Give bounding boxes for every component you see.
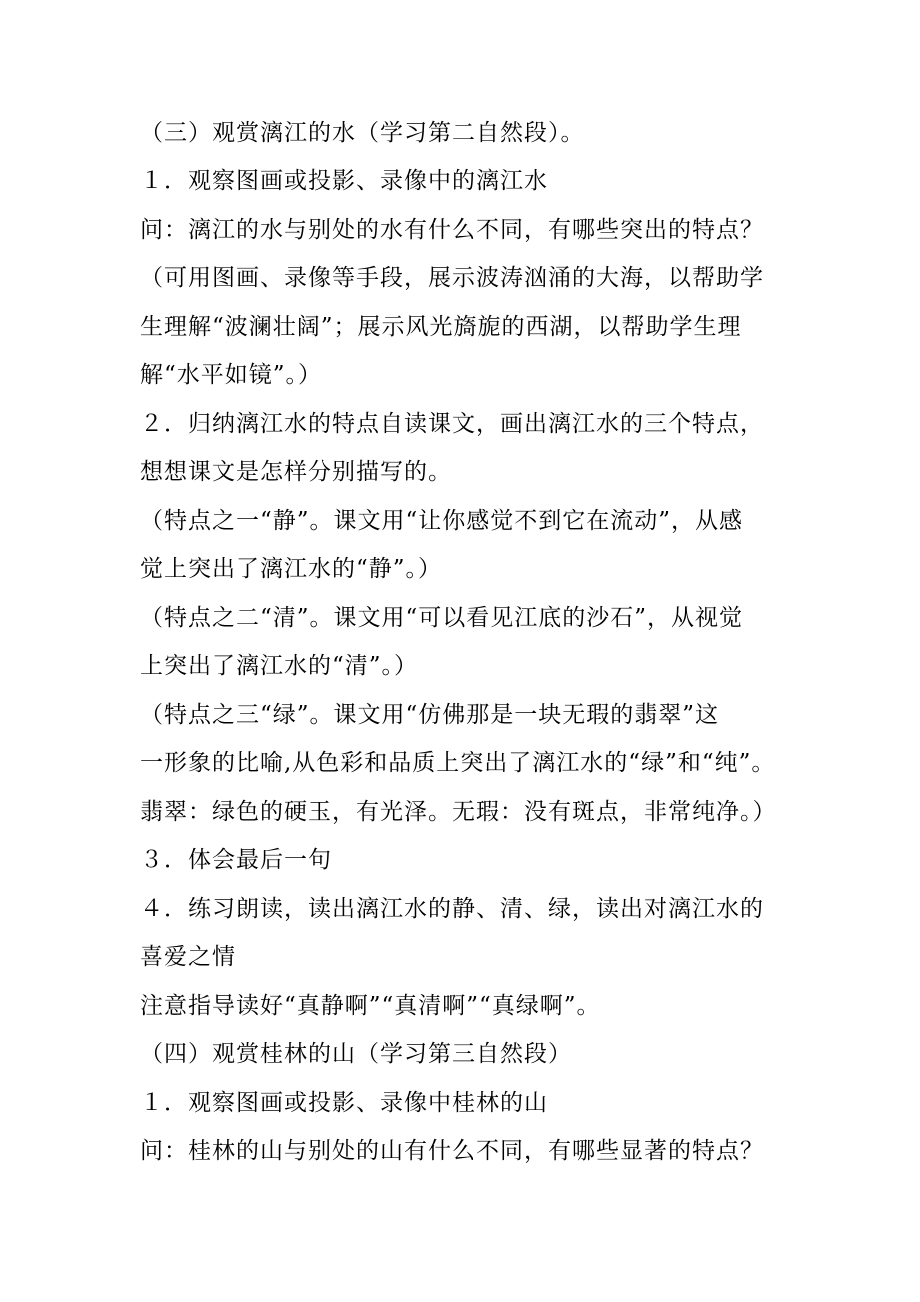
text-line: 解“水平如镜”。）	[140, 362, 323, 388]
text-line: （特点之三“绿”。课文用“仿佛那是一块无瑕的翡翠”这	[140, 702, 720, 728]
text-line: 一形象的比喻,从色彩和品质上突出了漓江水的“绿”和“纯”。	[140, 750, 776, 776]
text-line: 喜爱之情	[140, 944, 236, 970]
text-line: ４．练习朗读，读出漓江水的静、清、绿，读出对漓江水的	[140, 896, 764, 922]
text-line: （三）观赏漓江的水（学习第二自然段）。	[140, 120, 585, 146]
text-line: １．观察图画或投影、录像中桂林的山	[140, 1090, 548, 1116]
text-line: 生理解“波澜壮阔”；展示风光旖旎的西湖，以帮助学生理	[140, 314, 742, 340]
text-line: ２．归纳漓江水的特点自读课文，画出漓江水的三个特点，	[140, 411, 764, 437]
text-line: （特点之一“静”。课文用“让你感觉不到它在流动”，从感	[140, 508, 744, 534]
text-line: 想想课文是怎样分别描写的。	[140, 459, 452, 485]
text-line: 注意指导读好“真静啊”“真清啊”“真绿啊”。	[140, 993, 601, 1019]
text-line: ３．体会最后一句	[140, 847, 332, 873]
text-line: （特点之二“清”。课文用“可以看见江底的沙石”，从视觉	[140, 605, 744, 631]
text-line: 问：桂林的山与别处的山有什么不同，有哪些显著的特点？	[140, 1138, 764, 1164]
text-line: （可用图画、录像等手段，展示波涛汹涌的大海，以帮助学	[140, 265, 764, 291]
text-line: １．观察图画或投影、录像中的漓江水	[140, 168, 548, 194]
text-line: 翡翠：绿色的硬玉，有光泽。无瑕：没有斑点，非常纯净。）	[140, 799, 777, 825]
text-line: 觉上突出了漓江水的“静”。）	[140, 556, 443, 582]
text-line: 问：漓江的水与别处的水有什么不同，有哪些突出的特点？	[140, 217, 764, 243]
text-line: （四）观赏桂林的山（学习第三自然段）	[140, 1041, 572, 1067]
text-line: 上突出了漓江水的“清”。）	[140, 653, 419, 679]
